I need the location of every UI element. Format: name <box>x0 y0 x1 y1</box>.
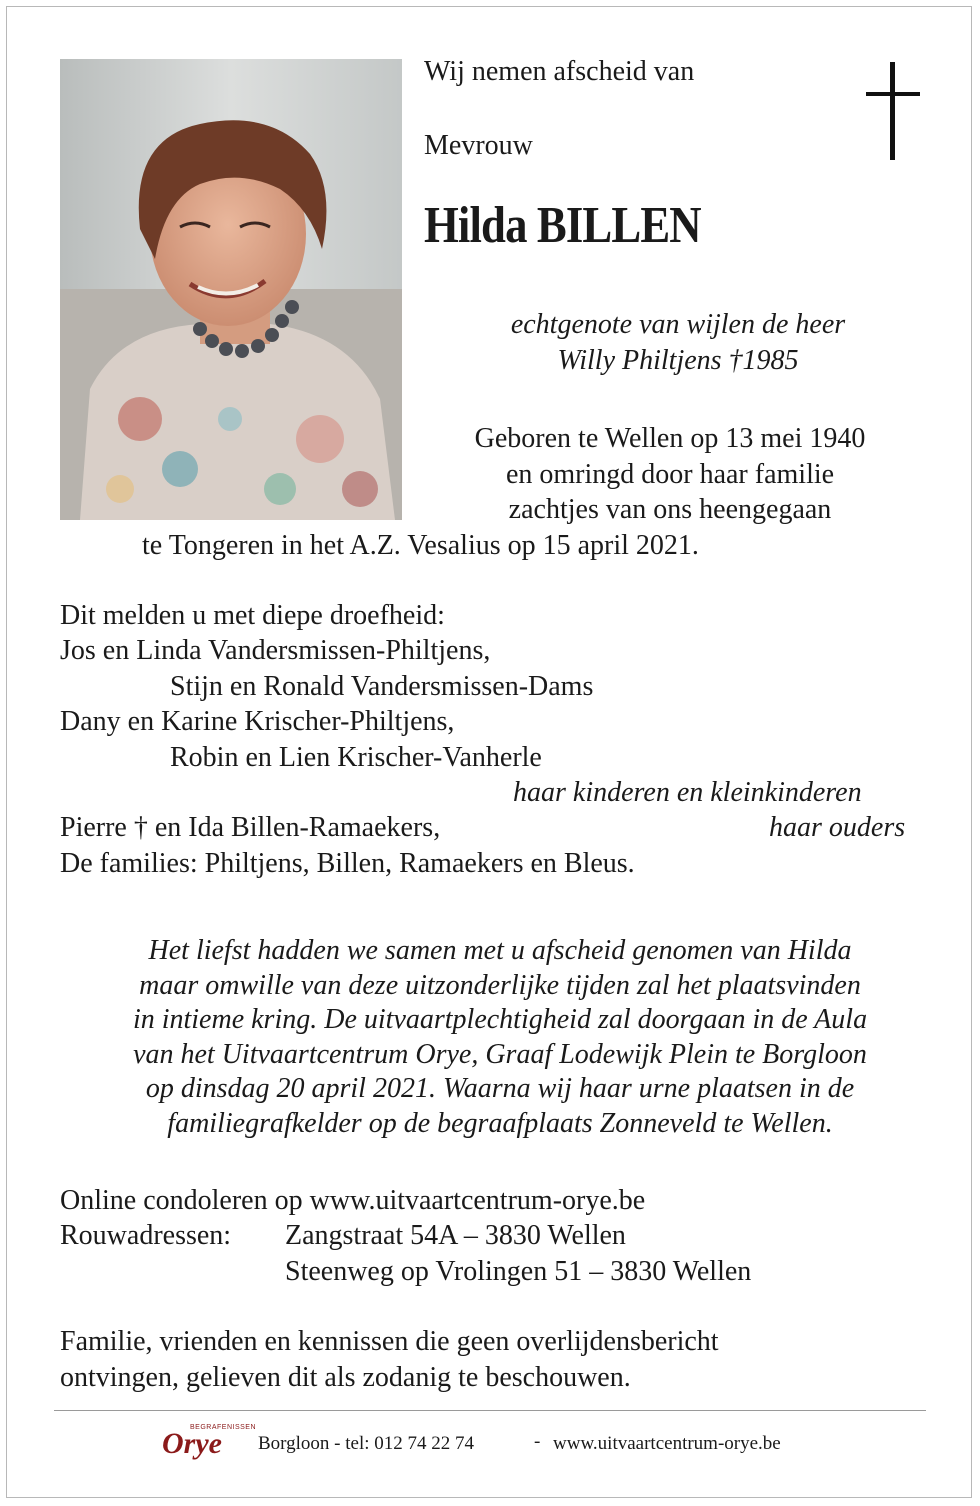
parents-line: Pierre † en Ida Billen-Ramaekers, <box>60 812 441 843</box>
orye-logo <box>162 1424 257 1464</box>
logo-main-text: Orye <box>162 1427 222 1460</box>
mourner-line: Robin en Lien Krischer-Vanherle <box>170 742 542 773</box>
logo-small-text: BEGRAFENISSEN <box>190 1424 257 1431</box>
address-2: Steenweg op Vrolingen 51 – 3830 Wellen <box>285 1256 752 1287</box>
birth-line-2: en omringd door haar familie <box>505 459 835 490</box>
ceremony-line: in intieme kring. De uitvaartplechtigheid zal doorgaan in de Aula <box>132 1004 868 1035</box>
birth-line-1: Geboren te Wellen op 13 mei 1940 <box>474 423 866 454</box>
deceased-name: Hilda BILLEN <box>424 197 701 254</box>
families-line: De families: Philtjens, Billen, Ramaekers en Bleus. <box>60 848 635 879</box>
online-condolences: Online condoleren op www.uitvaartcentrum-orye.be <box>60 1185 646 1216</box>
address-1: Zangstraat 54A – 3830 Wellen <box>285 1220 626 1251</box>
cross-icon <box>866 62 920 160</box>
birth-line-3: zachtjes van ons heengegaan <box>508 494 832 525</box>
closing-line: Familie, vrienden en kennissen die geen overlijdensbericht <box>60 1326 719 1357</box>
death-line: te Tongeren in het A.Z. Vesalius op 15 april 2021. <box>142 530 699 561</box>
footer-contact: Borgloon - tel: 012 74 22 74 <box>258 1433 475 1454</box>
salutation: Mevrouw <box>424 130 533 161</box>
ceremony-line: Het liefst hadden we samen met u afscheid genomen van Hilda <box>148 935 852 966</box>
mourner-line: Stijn en Ronald Vandersmissen-Dams <box>170 671 594 702</box>
address-label: Rouwadressen: <box>60 1220 232 1251</box>
intro-text: Wij nemen afscheid van <box>424 56 695 87</box>
mourners-intro: Dit melden u met diepe droefheid: <box>60 600 445 631</box>
mourner-line: Jos en Linda Vandersmissen-Philtjens, <box>60 635 491 666</box>
closing-line: ontvingen, gelieven dit als zodanig te beschouwen. <box>60 1362 631 1393</box>
ceremony-line: op dinsdag 20 april 2021. Waarna wij haar urne plaatsen in de <box>145 1073 855 1104</box>
footer-separator: - <box>534 1431 541 1452</box>
ceremony-line: maar omwille van deze uitzonderlijke tijden zal het plaatsvinden <box>139 970 861 1001</box>
ceremony-line: van het Uitvaartcentrum Orye, Graaf Lodewijk Plein te Borgloon <box>133 1039 867 1070</box>
children-label: haar kinderen en kleinkinderen <box>513 777 862 808</box>
ceremony-line: familiegrafkelder op de begraafplaats Zonneveld te Wellen. <box>167 1108 833 1139</box>
footer-website[interactable]: www.uitvaartcentrum-orye.be <box>553 1433 781 1454</box>
spouse-line-1: echtgenote van wijlen de heer <box>510 309 846 340</box>
spouse-line-2: Willy Philtjens †1985 <box>557 345 799 376</box>
mourner-line: Dany en Karine Krischer-Philtjens, <box>60 706 455 737</box>
portrait-photo <box>60 59 402 520</box>
footer-divider <box>54 1410 926 1411</box>
parents-label: haar ouders <box>769 812 906 843</box>
